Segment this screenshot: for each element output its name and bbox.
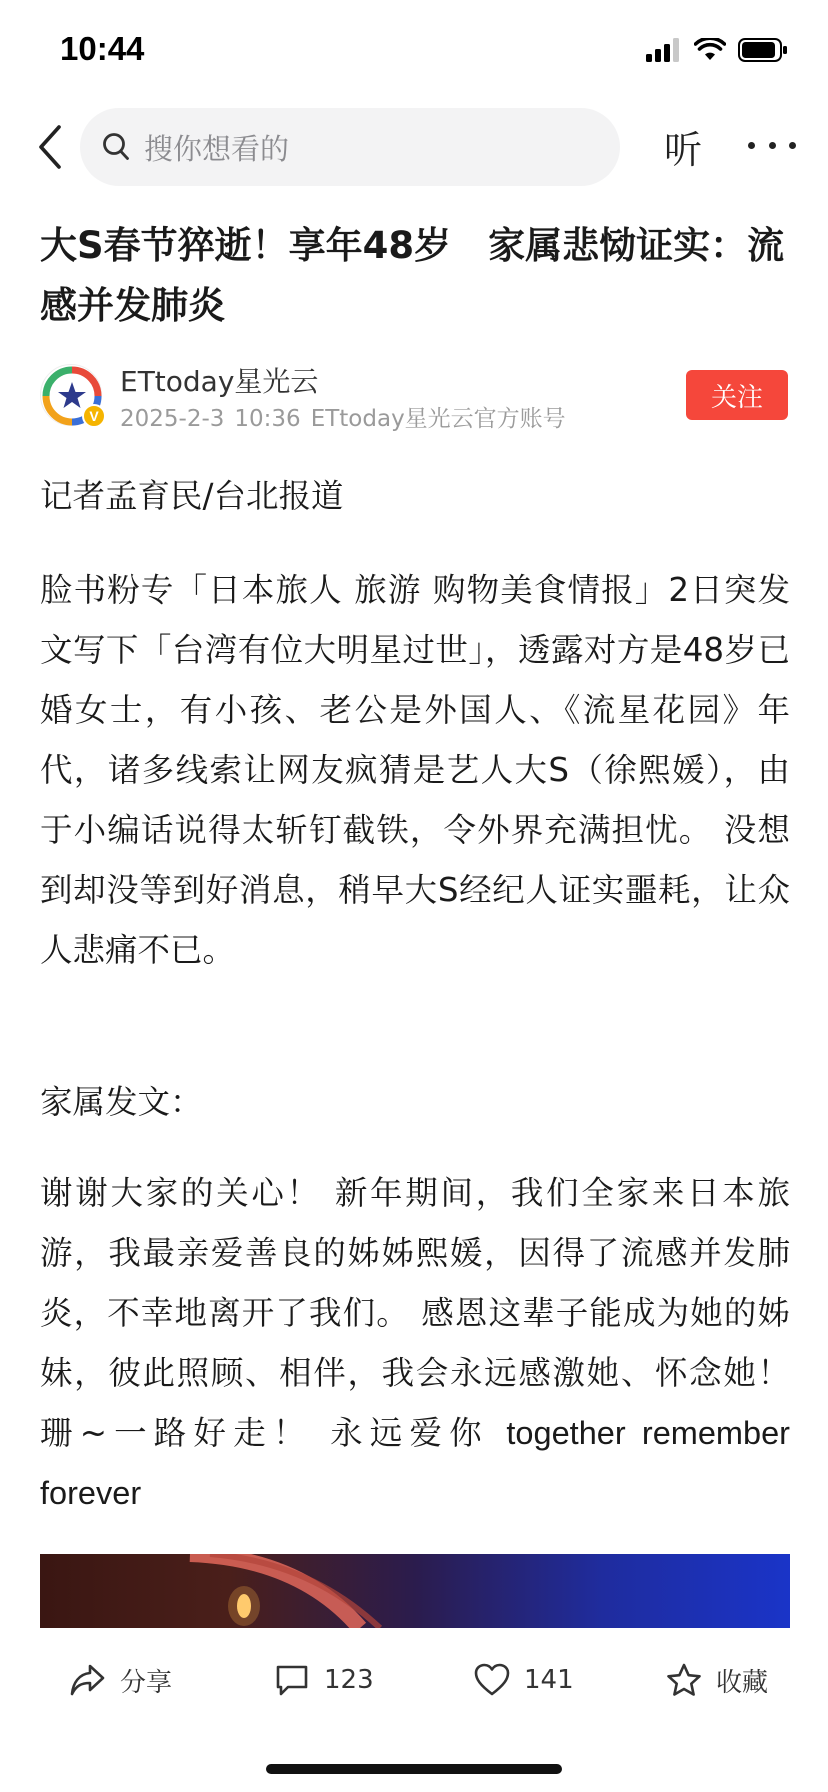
more-dot — [769, 142, 776, 149]
status-time: 10:44 — [60, 30, 145, 67]
follow-button[interactable]: 关注 — [686, 370, 788, 420]
share-button[interactable] — [70, 1652, 172, 1708]
paragraph-latin-text: together remember forever — [40, 1415, 790, 1511]
more-options-button[interactable] — [748, 115, 796, 175]
favorite-label: 收藏 — [716, 1667, 769, 1698]
comment-count: 123 — [324, 1665, 374, 1695]
paragraph-text: 谢谢大家的关心！ 新年期间，我们全家来日本旅游，我最亲爱善良的姊姊熙媛，因得了流感并发肺炎，不幸地离开了我们。 感恩这辈子能成为她的姊妹，彼此照顾、相伴，我会永远感激她、怀念她！ 珊~一路好走！ 永远爱你 — [40, 1174, 790, 1452]
status-bar — [0, 0, 828, 100]
listen-button[interactable]: 听 — [664, 128, 703, 172]
battery-icon — [738, 38, 788, 62]
bottom-action-bar — [0, 1628, 828, 1792]
wifi-icon — [694, 38, 726, 62]
article-paragraph — [40, 1163, 790, 1523]
signal-icon — [646, 38, 682, 62]
more-dot — [789, 142, 796, 149]
more-dot — [748, 142, 755, 149]
article-paragraph: 脸书粉专「日本旅人 旅游 购物美食情报」2日突发文写下「台湾有位大明星过世」，透露对方是48岁已婚女士，有小孩、老公是外国人、《流星花园》年代，诸多线索让网友疯猜是艺人大S（徐熙媛），由于小编话说得太斩钉截铁，令外界充满担忧。 没想到却没等到好消息，稍早大S经纪人证实噩耗，让众人悲痛不已。 — [40, 571, 790, 969]
search-placeholder: 搜你想看的 — [144, 131, 290, 166]
article-title: 大S春节猝逝！享年48岁 家属悲恸证实：流感并发肺炎 — [40, 224, 785, 327]
like-button[interactable] — [474, 1652, 574, 1708]
author-meta — [120, 400, 576, 433]
heart-icon — [474, 1663, 510, 1697]
favorite-button[interactable] — [666, 1652, 768, 1708]
share-label: 分享 — [120, 1667, 173, 1698]
share-icon — [70, 1663, 106, 1697]
top-nav — [0, 105, 828, 190]
author-account: ETtoday星光云官方账号 — [310, 406, 566, 432]
status-icons — [646, 38, 788, 62]
verified-badge: V — [82, 404, 106, 428]
comment-button[interactable] — [274, 1652, 374, 1708]
publish-date: 2025-2-3 — [120, 406, 225, 432]
photo-scene — [40, 1554, 790, 1628]
home-indicator[interactable] — [266, 1764, 562, 1774]
author-row — [40, 360, 788, 440]
search-input[interactable] — [80, 108, 620, 186]
article-paragraph: 家属发文： — [40, 1083, 203, 1121]
search-icon — [102, 132, 130, 162]
article-paragraph: 记者孟育民/台北报道 — [40, 477, 344, 515]
comment-icon — [274, 1663, 310, 1697]
author-name[interactable]: ETtoday星光云 — [120, 365, 319, 398]
article-image[interactable] — [40, 1554, 790, 1628]
publish-time: 10:36 — [234, 406, 301, 432]
back-button[interactable] — [30, 119, 70, 175]
like-count: 141 — [524, 1665, 574, 1695]
chevron-left-icon — [37, 125, 63, 169]
star-icon — [666, 1663, 702, 1697]
